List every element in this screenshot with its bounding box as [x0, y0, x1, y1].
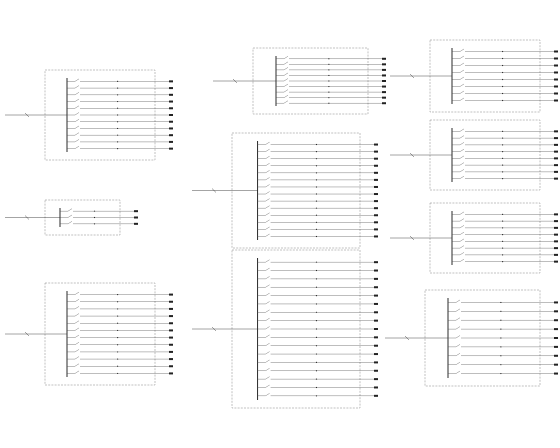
load-marker — [169, 87, 173, 89]
circuit-row — [67, 292, 173, 296]
breaker-symbol — [284, 73, 288, 76]
circuit-row — [448, 344, 558, 348]
circuit-row — [276, 84, 386, 88]
circuit-row — [452, 252, 558, 256]
breaker-symbol — [460, 156, 464, 159]
load-marker — [554, 130, 558, 132]
load-marker — [374, 207, 378, 209]
breaker-symbol — [266, 352, 270, 355]
breaker-symbol — [266, 343, 270, 346]
circuit-row — [67, 306, 173, 310]
circuit-row — [67, 92, 173, 96]
load-marker — [374, 395, 378, 397]
breaker-symbol — [75, 306, 79, 309]
breaker-symbol — [68, 221, 72, 224]
breaker-symbol — [460, 77, 464, 80]
circuit-row — [452, 212, 558, 216]
breaker-symbol — [460, 84, 464, 87]
panel-p9 — [390, 203, 558, 273]
load-marker — [374, 235, 378, 237]
load-marker — [554, 137, 558, 139]
load-marker — [382, 69, 386, 71]
breaker-symbol — [68, 209, 72, 212]
load-marker — [374, 172, 378, 174]
load-marker — [554, 151, 558, 153]
circuit-row — [67, 106, 173, 110]
circuit-row — [276, 62, 386, 65]
load-marker — [382, 80, 386, 82]
circuit-row — [67, 139, 173, 143]
circuit-row — [448, 362, 558, 366]
load-marker — [169, 121, 173, 123]
load-marker — [554, 301, 558, 303]
breaker-symbol — [456, 344, 460, 347]
breaker-symbol — [266, 377, 270, 380]
breaker-symbol — [266, 213, 270, 216]
breaker-symbol — [75, 119, 79, 122]
load-marker — [554, 254, 558, 256]
breaker-symbol — [284, 67, 288, 70]
breaker-symbol — [266, 385, 270, 388]
breaker-symbol — [266, 234, 270, 237]
breaker-symbol — [460, 252, 464, 255]
breaker-symbol — [75, 357, 79, 360]
breaker-symbol — [75, 299, 79, 302]
breaker-symbol — [266, 285, 270, 288]
load-marker — [382, 91, 386, 93]
breaker-symbol — [266, 327, 270, 330]
circuit-row — [67, 113, 173, 117]
circuit-row — [276, 67, 386, 71]
breaker-symbol — [460, 91, 464, 94]
breaker-symbol — [460, 49, 464, 52]
breaker-symbol — [266, 170, 270, 173]
load-marker — [554, 328, 558, 330]
breaker-symbol — [266, 268, 270, 271]
load-marker — [134, 210, 138, 212]
breaker-symbol — [75, 321, 79, 324]
breaker-symbol — [266, 156, 270, 159]
breaker-symbol — [75, 292, 79, 295]
load-marker — [374, 214, 378, 216]
load-marker — [169, 101, 173, 103]
load-marker — [382, 74, 386, 76]
breaker-symbol — [75, 342, 79, 345]
breaker-symbol — [456, 327, 460, 330]
breaker-symbol — [266, 184, 270, 187]
circuit-row — [452, 169, 558, 173]
load-marker — [374, 165, 378, 167]
circuit-row — [67, 86, 173, 90]
load-marker — [554, 220, 558, 222]
breaker-symbol — [75, 113, 79, 116]
breaker-symbol — [75, 371, 79, 374]
load-marker — [169, 337, 173, 339]
circuit-row — [67, 133, 173, 137]
breaker-symbol — [456, 362, 460, 365]
breaker-symbol — [266, 220, 270, 223]
circuit-row — [67, 349, 173, 353]
circuit-row — [452, 63, 558, 67]
load-marker — [374, 158, 378, 160]
load-marker — [374, 286, 378, 288]
breaker-symbol — [460, 219, 464, 222]
breaker-symbol — [75, 99, 79, 102]
panel-p10 — [385, 290, 558, 386]
load-marker — [169, 107, 173, 109]
breaker-symbol — [75, 133, 79, 136]
load-marker — [169, 301, 173, 303]
breaker-symbol — [75, 364, 79, 367]
load-marker — [374, 221, 378, 223]
breaker-symbol — [266, 368, 270, 371]
load-marker — [554, 364, 558, 366]
breaker-symbol — [75, 86, 79, 89]
circuit-row — [60, 221, 138, 225]
circuit-row — [452, 70, 558, 74]
circuit-row — [276, 73, 386, 77]
breaker-symbol — [456, 336, 460, 339]
load-marker — [554, 247, 558, 249]
load-marker — [554, 213, 558, 215]
load-marker — [554, 319, 558, 321]
load-marker — [374, 386, 378, 388]
circuit-row — [452, 84, 558, 88]
load-marker — [374, 345, 378, 347]
panel-p4 — [213, 48, 386, 114]
load-marker — [554, 227, 558, 229]
load-marker — [374, 295, 378, 297]
circuit-row — [276, 56, 386, 60]
breaker-symbol — [456, 318, 460, 321]
circuit-row — [67, 342, 173, 346]
load-marker — [169, 148, 173, 150]
load-marker — [382, 58, 386, 60]
load-marker — [374, 336, 378, 338]
breaker-symbol — [456, 353, 460, 356]
circuit-row — [452, 259, 558, 263]
breaker-symbol — [75, 146, 79, 149]
breaker-symbol — [456, 371, 460, 374]
breaker-symbol — [75, 328, 79, 331]
breaker-symbol — [460, 129, 464, 132]
load-marker — [554, 178, 558, 180]
circuit-row — [452, 49, 558, 53]
breaker-symbol — [460, 212, 464, 215]
circuit-row — [452, 239, 558, 243]
load-marker — [554, 346, 558, 348]
breaker-symbol — [75, 349, 79, 352]
circuit-row — [452, 77, 558, 81]
load-marker — [554, 72, 558, 74]
breaker-symbol — [460, 149, 464, 152]
breaker-symbol — [75, 79, 79, 82]
breaker-symbol — [456, 309, 460, 312]
breaker-symbol — [284, 95, 288, 98]
circuit-row — [452, 129, 558, 133]
circuit-row — [276, 101, 386, 105]
load-marker — [374, 261, 378, 263]
breaker-symbol — [460, 142, 464, 145]
load-marker — [374, 378, 378, 380]
breaker-symbol — [456, 300, 460, 303]
circuit-row — [448, 371, 558, 375]
circuit-row — [67, 146, 173, 150]
load-marker — [169, 358, 173, 360]
load-marker — [169, 134, 173, 136]
breaker-symbol — [266, 393, 270, 396]
load-marker — [169, 315, 173, 317]
load-marker — [554, 310, 558, 312]
circuit-row — [67, 364, 173, 368]
circuit-row — [448, 309, 558, 313]
load-marker — [374, 200, 378, 202]
circuit-row — [452, 91, 558, 95]
circuit-row — [452, 219, 558, 223]
load-marker — [382, 102, 386, 104]
circuit-row — [67, 79, 173, 83]
breaker-symbol — [266, 293, 270, 296]
load-marker — [134, 217, 138, 219]
load-marker — [554, 93, 558, 95]
panel-p7 — [390, 40, 558, 112]
circuit-row — [67, 119, 173, 123]
load-marker — [374, 361, 378, 363]
load-marker — [169, 351, 173, 353]
circuit-row — [452, 156, 558, 160]
load-marker — [169, 372, 173, 374]
breaker-symbol — [266, 149, 270, 152]
panel-p8 — [390, 120, 558, 190]
circuit-row — [67, 126, 173, 130]
breaker-symbol — [75, 92, 79, 95]
load-marker — [374, 228, 378, 230]
breaker-symbol — [460, 98, 464, 101]
load-marker — [169, 365, 173, 367]
load-marker — [554, 100, 558, 102]
load-marker — [169, 344, 173, 346]
circuit-row — [60, 215, 138, 219]
breaker-symbol — [75, 314, 79, 317]
breaker-symbol — [460, 163, 464, 166]
breaker-symbol — [460, 239, 464, 242]
breaker-symbol — [284, 101, 288, 104]
load-marker — [169, 308, 173, 310]
circuit-row — [67, 371, 173, 375]
circuit-row — [67, 299, 173, 303]
breaker-symbol — [266, 206, 270, 209]
load-marker — [374, 179, 378, 181]
breaker-symbol — [68, 215, 72, 218]
load-marker — [374, 311, 378, 313]
load-marker — [554, 234, 558, 236]
breaker-symbol — [460, 246, 464, 249]
circuit-row — [67, 357, 173, 361]
breaker-symbol — [266, 360, 270, 363]
circuit-row — [452, 232, 558, 236]
load-marker — [374, 328, 378, 330]
distribution-panels — [5, 40, 558, 408]
breaker-symbol — [266, 310, 270, 313]
load-marker — [169, 114, 173, 116]
load-marker — [554, 337, 558, 339]
panel-p6 — [192, 250, 378, 408]
load-marker — [554, 164, 558, 166]
breaker-symbol — [75, 139, 79, 142]
breaker-symbol — [266, 192, 270, 195]
circuit-row — [448, 318, 558, 322]
circuit-row — [67, 99, 173, 103]
circuit-row — [452, 246, 558, 250]
breaker-symbol — [266, 260, 270, 263]
circuit-row — [67, 314, 173, 318]
load-marker — [554, 240, 558, 242]
circuit-row — [448, 327, 558, 331]
load-marker — [374, 186, 378, 188]
circuit-row — [67, 328, 173, 332]
breaker-symbol — [460, 232, 464, 235]
load-marker — [169, 329, 173, 331]
circuit-row — [452, 149, 558, 153]
load-marker — [374, 144, 378, 146]
load-marker — [374, 303, 378, 305]
panel-p2 — [5, 200, 138, 235]
breaker-symbol — [460, 259, 464, 262]
load-marker — [374, 151, 378, 153]
breaker-symbol — [266, 276, 270, 279]
load-marker — [554, 261, 558, 263]
load-marker — [554, 157, 558, 159]
load-marker — [374, 353, 378, 355]
breaker-symbol — [75, 106, 79, 109]
breaker-symbol — [460, 136, 464, 139]
load-marker — [169, 80, 173, 82]
circuit-row — [448, 336, 558, 340]
breaker-symbol — [266, 142, 270, 145]
breaker-symbol — [460, 56, 464, 59]
load-marker — [374, 193, 378, 195]
breaker-symbol — [266, 227, 270, 230]
breaker-symbol — [460, 225, 464, 228]
circuit-row — [448, 353, 558, 357]
breaker-symbol — [460, 63, 464, 66]
load-marker — [554, 355, 558, 357]
load-marker — [134, 223, 138, 225]
circuit-row — [452, 225, 558, 229]
breaker-symbol — [266, 318, 270, 321]
load-marker — [554, 373, 558, 375]
load-marker — [169, 322, 173, 324]
breaker-symbol — [266, 335, 270, 338]
load-marker — [169, 141, 173, 143]
load-marker — [554, 79, 558, 81]
load-marker — [169, 127, 173, 129]
circuit-row — [276, 95, 386, 99]
load-marker — [169, 94, 173, 96]
breaker-symbol — [284, 56, 288, 59]
load-marker — [554, 65, 558, 67]
load-marker — [169, 294, 173, 296]
circuit-row — [276, 90, 386, 94]
load-marker — [382, 63, 386, 65]
breaker-symbol — [460, 176, 464, 179]
breaker-symbol — [284, 62, 288, 65]
circuit-row — [448, 300, 558, 304]
load-marker — [382, 97, 386, 99]
circuit-row — [452, 176, 558, 180]
load-marker — [554, 58, 558, 60]
breaker-symbol — [284, 84, 288, 87]
circuit-row — [452, 136, 558, 140]
load-marker — [554, 171, 558, 173]
breaker-symbol — [266, 163, 270, 166]
circuit-row — [67, 335, 173, 339]
breaker-symbol — [460, 169, 464, 172]
circuit-row — [452, 142, 558, 146]
load-marker — [374, 270, 378, 272]
breaker-symbol — [75, 126, 79, 129]
panel-p5 — [192, 133, 378, 248]
load-marker — [374, 370, 378, 372]
circuit-row — [452, 163, 558, 167]
breaker-symbol — [75, 335, 79, 338]
circuit-row — [60, 209, 138, 213]
circuit-row — [276, 79, 386, 83]
load-marker — [554, 86, 558, 88]
load-marker — [554, 144, 558, 146]
load-marker — [382, 86, 386, 88]
circuit-row — [67, 321, 173, 325]
breaker-symbol — [266, 301, 270, 304]
breaker-symbol — [460, 70, 464, 73]
load-marker — [374, 320, 378, 322]
panel-p1 — [5, 70, 173, 160]
panel-p3 — [5, 283, 173, 385]
circuit-row — [452, 98, 558, 102]
load-marker — [374, 278, 378, 280]
breaker-symbol — [266, 199, 270, 202]
breaker-symbol — [284, 90, 288, 93]
load-marker — [554, 51, 558, 53]
circuit-row — [452, 56, 558, 60]
breaker-symbol — [284, 79, 288, 82]
breaker-symbol — [266, 177, 270, 180]
